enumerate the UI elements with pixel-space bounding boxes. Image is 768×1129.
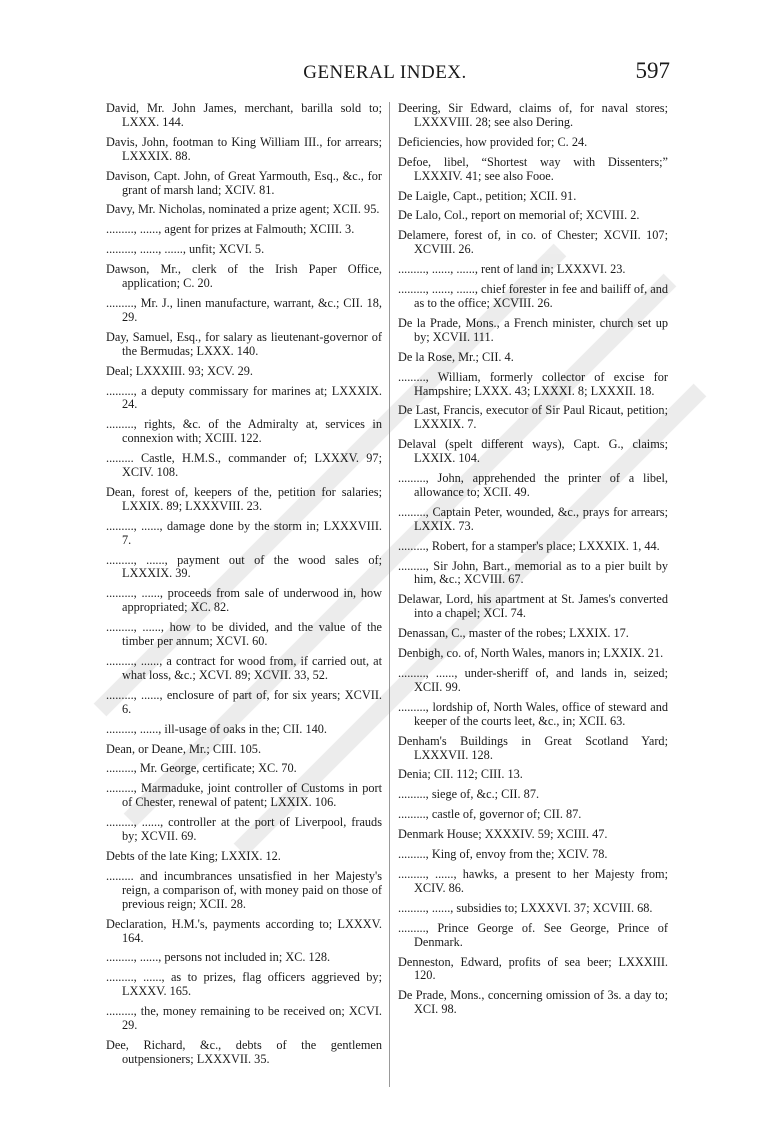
index-entry: Davy, Mr. Nicholas, nominated a prize agent; XCII. 95. xyxy=(106,202,380,217)
index-entry: ........., ......, hawks, a present to her Majesty from; XCIV. 86. xyxy=(398,866,668,895)
index-entry: Denia; CII. 112; CIII. 13. xyxy=(398,767,523,782)
index-entry: Delamere, forest of, in co. of Chester; XCVII. 107; XCVIII. 26. xyxy=(398,228,668,257)
index-entry: Declaration, H.M.'s, payments according to; LXXXV. 164. xyxy=(106,916,382,945)
index-entry: ........., rights, &c. of the Admiralty at, services in connexion with; XCIII. 122. xyxy=(106,417,382,446)
index-entry: Davis, John, footman to King William III., for arrears; LXXXIX. 88. xyxy=(106,134,382,163)
index-entry: Defoe, libel, “Shortest way with Dissenters;” LXXXIV. 41; see also Fooe. xyxy=(398,154,668,183)
index-entry: Denassan, C., master of the robes; LXXIX. 17. xyxy=(398,626,629,641)
index-entry: Denmark House; XXXXIV. 59; XCIII. 47. xyxy=(398,827,608,842)
index-entry: ........., ......, proceeds from sale of underwood in, how appropriated; XC. 82. xyxy=(106,586,382,615)
index-entry: De Laigle, Capt., petition; XCII. 91. xyxy=(398,188,577,203)
index-entry: ........., Marmaduke, joint controller of Customs in port of Chester, renewal of patent; LXXIX. 106. xyxy=(106,781,382,810)
index-entry: ........., ......, ......, unfit; XCVI. 5. xyxy=(106,242,265,257)
index-entry: Denbigh, co. of, North Wales, manors in; LXXIX. 21. xyxy=(398,646,664,661)
index-entry: Deering, Sir Edward, claims of, for naval stores; LXXXVIII. 28; see also Dering. xyxy=(398,102,668,129)
index-entry: Debts of the late King; LXXIX. 12. xyxy=(106,848,281,863)
index-entry: Delaval (spelt different ways), Capt. G., claims; LXXIX. 104. xyxy=(398,437,668,466)
index-entry: ........., Sir John, Bart., memorial as to a pier built by him, &c.; XCVIII. 67. xyxy=(398,558,668,587)
index-entry: ........., ......, persons not included in; XC. 128. xyxy=(106,950,331,965)
page-title: GENERAL INDEX. xyxy=(303,62,467,83)
index-entry: Delawar, Lord, his apartment at St. James's converted into a chapel; XCI. 74. xyxy=(398,592,668,621)
index-entry: ........., William, formerly collector of excise for Hampshire; LXXX. 43; LXXXI. 8; LXXXII. 18. xyxy=(398,369,668,398)
index-entry: ........., Prince George of. See George, Prince of Denmark. xyxy=(398,920,668,949)
page-header xyxy=(100,58,670,88)
index-entry: ........., ......, damage done by the storm in; LXXXVIII. 7. xyxy=(106,518,382,547)
index-entry: ........., ......, ......, chief forester in fee and bailiff of, and as to the office; XCVIII. 26. xyxy=(398,282,668,310)
index-entry: ........., ......, under-sheriff of, and lands in, seized; XCII. 99. xyxy=(398,666,668,694)
index-entry: ........., Captain Peter, wounded, &c., prays for arrears; LXXIX. 73. xyxy=(398,504,668,533)
index-entry: ........., ......, a contract for wood from, if carried out, at what loss, &c.; XCVI. 89; XCVII. 33, 52. xyxy=(106,654,382,682)
index-entry: De Prade, Mons., concerning omission of 3s. a day to; XCI. 98. xyxy=(398,988,668,1017)
index-entry: ........., ......, controller at the port of Liverpool, frauds by; XCVII. 69. xyxy=(106,815,382,844)
index-entry: ........., Robert, for a stamper's place; LXXXIX. 1, 44. xyxy=(398,538,660,553)
index-entry: ........., ......, ill-usage of oaks in the; CII. 140. xyxy=(106,721,327,736)
index-entry: ......... Castle, H.M.S., commander of; LXXXV. 97; XCIV. 108. xyxy=(106,451,382,480)
index-entry: Dawson, Mr., clerk of the Irish Paper Office, application; C. 20. xyxy=(106,262,382,291)
index-entry: ........., the, money remaining to be received on; XCVI. 29. xyxy=(106,1004,382,1033)
index-entry: Dean, or Deane, Mr.; CIII. 105. xyxy=(106,741,262,756)
index-entry: ........., a deputy commissary for marines at; LXXXIX. 24. xyxy=(106,383,382,412)
index-entry: David, Mr. John James, merchant, barilla sold to; LXXX. 144. xyxy=(106,102,382,129)
index-entry: Dean, forest of, keepers of the, petition for salaries; LXXIX. 89; LXXXVIII. 23. xyxy=(106,484,382,513)
index-entry: De la Rose, Mr.; CII. 4. xyxy=(398,349,514,364)
index-entry: ........., John, apprehended the printer of a libel, allowance to; XCII. 49. xyxy=(398,471,668,499)
index-entry: ........., ......, enclosure of part of, for six years; XCVII. 6. xyxy=(106,687,382,716)
index-entry: Denneston, Edward, profits of sea beer; LXXXIII. 120. xyxy=(398,954,668,983)
index-entry: Deal; LXXXIII. 93; XCV. 29. xyxy=(106,363,253,378)
index-entry: De la Prade, Mons., a French minister, church set up by; XCVII. 111. xyxy=(398,315,668,344)
index-entry: ........., siege of, &c.; CII. 87. xyxy=(398,787,540,802)
index-entry: De Last, Francis, executor of Sir Paul Ricaut, petition; LXXXIX. 7. xyxy=(398,403,668,432)
index-entry: ........., ......, ......, rent of land in; LXXXVI. 23. xyxy=(398,262,626,277)
index-entry: Deficiencies, how provided for; C. 24. xyxy=(398,134,588,149)
index-entry: ........., ......, how to be divided, and the value of the timber per annum; XCVI. 60. xyxy=(106,620,382,649)
index-entry: ........., ......, subsidies to; LXXXVI. 37; XCVIII. 68. xyxy=(398,900,653,915)
left-column xyxy=(106,102,382,1092)
index-entry: Denham's Buildings in Great Scotland Yard; LXXXVII. 128. xyxy=(398,733,668,762)
index-entry: Day, Samuel, Esq., for salary as lieutenant-governor of the Bermudas; LXXX. 140. xyxy=(106,329,382,358)
page-number: 597 xyxy=(635,58,670,83)
index-entry: De Lalo, Col., report on memorial of; XCVIII. 2. xyxy=(398,208,640,223)
index-entry: ........., Mr. J., linen manufacture, warrant, &c.; CII. 18, 29. xyxy=(106,295,382,324)
index-entry: ........., Mr. George, certificate; XC. 70. xyxy=(106,761,297,776)
right-column xyxy=(398,102,668,1092)
index-entry: ........., lordship of, North Wales, office of steward and keeper of the courts leet, &c., in; XCII. 63. xyxy=(398,699,668,728)
index-entry: ........., ......, as to prizes, flag officers aggrieved by; LXXXV. 165. xyxy=(106,970,382,999)
index-entry: ........., ......, agent for prizes at Falmouth; XCIII. 3. xyxy=(106,222,355,237)
index-entry: ......... and incumbrances unsatisfied in her Majesty's reign, a comparison of, with money paid on those of previous reign; XCII. 28. xyxy=(106,868,382,911)
index-entry: ........., castle of, governor of; CII. 87. xyxy=(398,807,582,822)
index-entry: ........., King of, envoy from the; XCIV. 78. xyxy=(398,847,608,862)
index-entry: Davison, Capt. John, of Great Yarmouth, Esq., &c., for grant of marsh land; XCIV. 81. xyxy=(106,168,382,197)
index-entry: Dee, Richard, &c., debts of the gentlemen outpensioners; LXXXVII. 35. xyxy=(106,1037,382,1066)
index-entry: ........., ......, payment out of the wood sales of; LXXXIX. 39. xyxy=(106,552,382,581)
column-divider xyxy=(389,102,390,1087)
